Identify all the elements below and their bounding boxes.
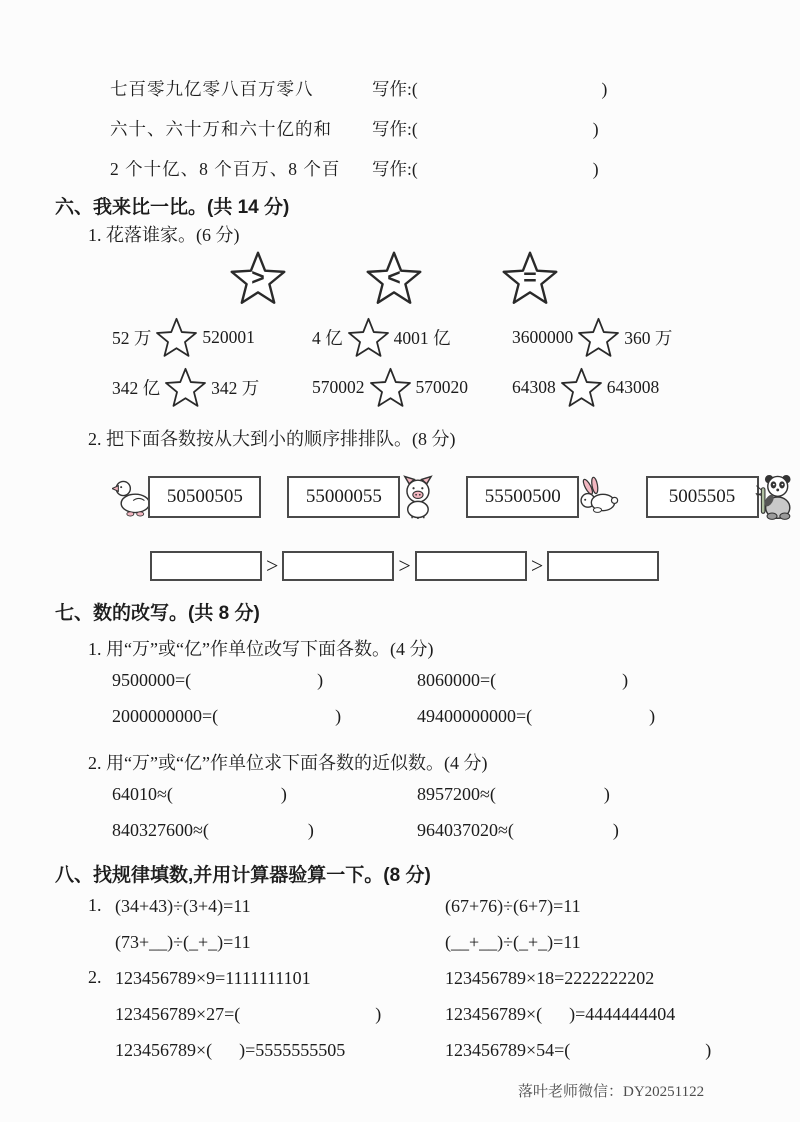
ordering-answer-row xyxy=(150,550,800,582)
write-number-row xyxy=(110,148,800,188)
compare-left: 570002 xyxy=(312,376,365,397)
compare-right: 342 万 xyxy=(211,377,260,398)
write-answer-blank: 写作:( ) xyxy=(372,158,599,179)
equation: (34+43)÷(3+4)=11 xyxy=(115,895,251,916)
equation: 123456789×( )=4444444404 xyxy=(445,1003,676,1024)
less-star xyxy=(364,250,424,310)
compare-left: 4 亿 xyxy=(312,327,343,348)
section6-q1-title: 1. 花落谁家。(6 分) xyxy=(88,225,240,245)
equation: 8957200≈( ) xyxy=(417,783,610,804)
animal-number-row xyxy=(112,460,800,534)
answer-box xyxy=(282,551,394,581)
number-card: 55500500 xyxy=(466,476,579,518)
rewrite-equations xyxy=(112,662,800,734)
write-number-row xyxy=(110,68,800,108)
comparison-item xyxy=(112,367,312,408)
number-prompt: 七百零九亿零八百万零八 xyxy=(110,78,314,99)
panda-icon xyxy=(755,467,800,527)
equation: (67+76)÷(6+7)=11 xyxy=(445,895,581,916)
answer-box xyxy=(547,551,659,581)
equation: 9500000=( ) xyxy=(112,669,324,690)
write-answer-blank: 写作:( ) xyxy=(372,78,608,99)
compare-left: 342 亿 xyxy=(112,377,161,398)
pattern-equations-1 xyxy=(115,888,581,960)
equal-star xyxy=(500,250,560,310)
equation: 840327600≈( ) xyxy=(112,819,314,840)
compare-right: 570020 xyxy=(415,376,468,397)
pattern-equations-2 xyxy=(115,960,711,1068)
equation: (73+__)÷(_+_)=11 xyxy=(115,931,251,952)
blank-star-icon xyxy=(559,367,604,408)
greater-than-symbol: > xyxy=(398,553,411,578)
equation: 964037020≈( ) xyxy=(417,819,619,840)
number-prompt: 2 个十亿、8 个百万、8 个百 xyxy=(110,158,341,179)
section7-title: 七、数的改写。(共 8 分) xyxy=(55,602,260,624)
compare-right: 520001 xyxy=(202,326,255,347)
greater-than-symbol: > xyxy=(266,553,279,578)
compare-left: 52 万 xyxy=(112,327,152,348)
comparison-symbol: = xyxy=(523,264,537,290)
number-card: 55000055 xyxy=(287,476,400,518)
pig-icon xyxy=(396,469,440,525)
rabbit-icon xyxy=(577,475,619,519)
equation: 123456789×18=2222222202 xyxy=(445,967,655,988)
approx-equations xyxy=(112,776,800,848)
equation: 123456789×9=1111111101 xyxy=(115,967,311,988)
comparison-item xyxy=(512,367,712,408)
question-number: 2. xyxy=(88,967,102,987)
symbol-star-row xyxy=(228,250,800,312)
comparison-row xyxy=(112,362,800,412)
greater-star xyxy=(228,250,288,310)
equation: (__+__)÷(_+_)=11 xyxy=(445,931,581,952)
blank-star-icon xyxy=(154,317,199,358)
equation: 8060000=( ) xyxy=(417,669,629,690)
comparison-symbol: < xyxy=(387,264,401,290)
blank-star-icon xyxy=(576,317,621,358)
comparison-item xyxy=(112,317,312,358)
comparison-item xyxy=(312,317,512,358)
blank-star-icon xyxy=(368,367,413,408)
equation: 64010≈( ) xyxy=(112,783,287,804)
compare-right: 4001 亿 xyxy=(393,327,451,348)
comparison-row xyxy=(112,312,800,362)
number-card: 5005505 xyxy=(646,476,759,518)
compare-left: 3600000 xyxy=(512,326,574,347)
equation: 123456789×( )=5555555505 xyxy=(115,1039,346,1060)
blank-star-icon xyxy=(346,317,391,358)
comparison-item xyxy=(512,317,712,358)
comparison-item xyxy=(312,367,512,408)
section6-q2-title: 2. 把下面各数按从大到小的顺序排排队。(8 分) xyxy=(88,429,456,449)
comparison-symbol: > xyxy=(251,264,265,290)
section7-q2-title: 2. 用“万”或“亿”作单位求下面各数的近似数。(4 分) xyxy=(88,753,488,773)
compare-right: 643008 xyxy=(606,376,660,397)
number-prompt: 六十、六十万和六十亿的和 xyxy=(110,118,332,139)
section8-title: 八、找规律填数,并用计算器验算一下。(8 分) xyxy=(55,864,431,886)
section7-q1-title: 1. 用“万”或“亿”作单位改写下面各数。(4 分) xyxy=(88,639,434,659)
equation: 123456789×54=( ) xyxy=(445,1039,712,1060)
question-number: 1. xyxy=(88,895,102,915)
blank-star-icon xyxy=(163,367,208,408)
teacher-wechat-footer: 落叶老师微信：DY20251122 xyxy=(518,1084,705,1100)
write-number-row xyxy=(110,108,800,148)
write-answer-blank: 写作:( ) xyxy=(372,118,599,139)
section8-q1 xyxy=(88,888,800,960)
equation: 123456789×27=( ) xyxy=(115,1003,382,1024)
section6-title: 六、我来比一比。(共 14 分) xyxy=(55,196,290,218)
answer-box xyxy=(150,551,262,581)
number-card: 50500505 xyxy=(148,476,261,518)
compare-left: 64308 xyxy=(512,376,556,397)
compare-right: 360 万 xyxy=(624,327,673,348)
answer-box xyxy=(415,551,527,581)
equation: 49400000000=( ) xyxy=(417,705,656,726)
greater-than-symbol: > xyxy=(530,553,544,578)
section8-q2 xyxy=(88,960,800,1068)
equation: 2000000000=( ) xyxy=(112,705,342,726)
